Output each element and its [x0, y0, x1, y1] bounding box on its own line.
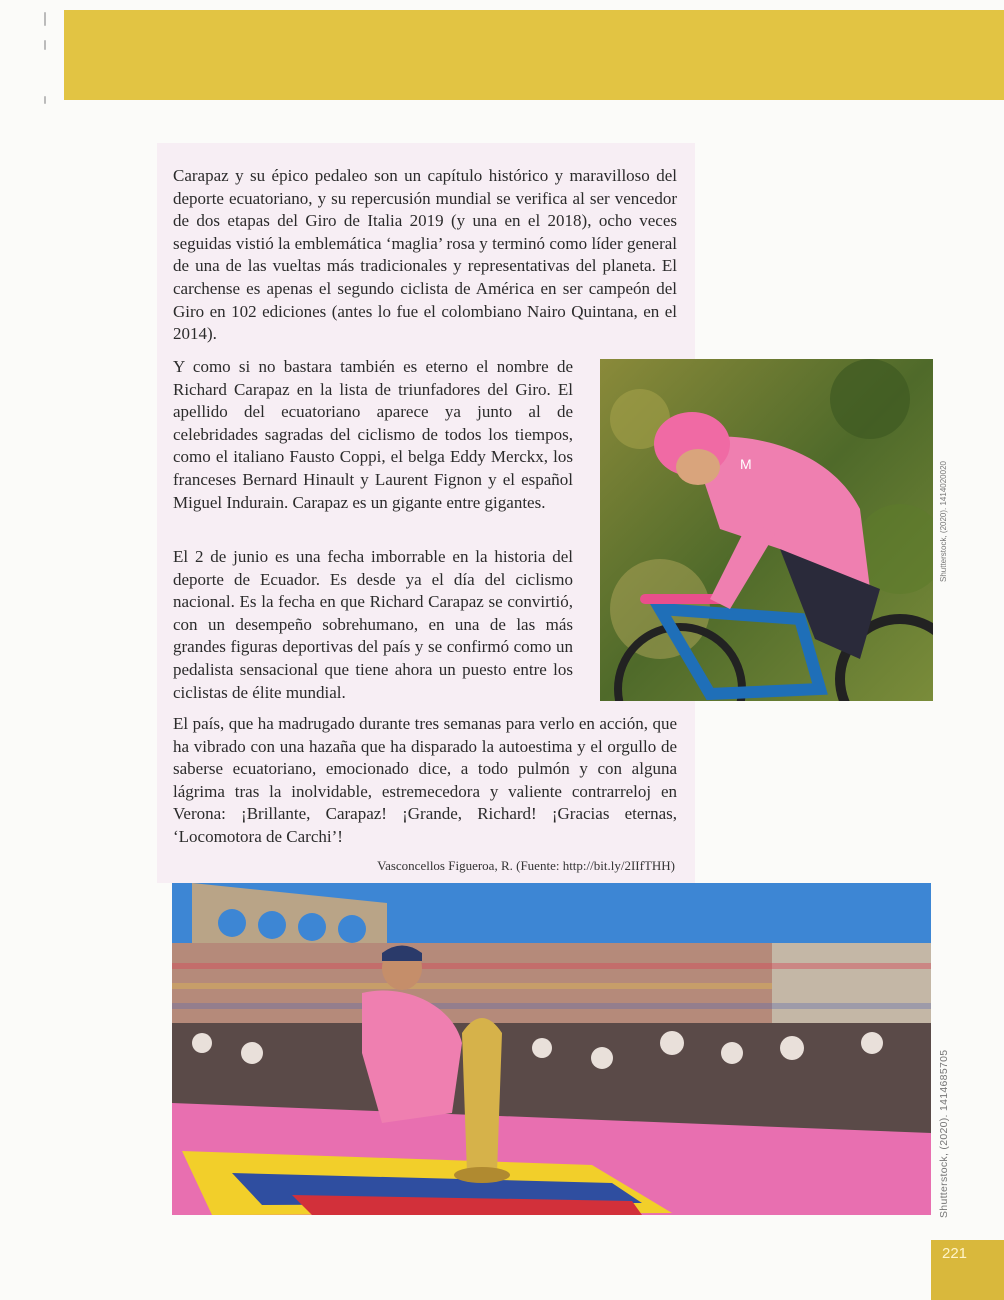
page-number: 221: [942, 1245, 968, 1262]
article-source: Vasconcellos Figueroa, R. (Fuente: http://bit.ly/2IIfTHH): [377, 858, 675, 873]
podium-illustration: [172, 883, 931, 1215]
article-paragraph-3: El 2 de junio es una fecha imborrable en la historia del deporte de Ecuador. Es desde ya el día del ciclismo nacional. Es la fecha en que Richard Carapaz se convirtió, con un desempeño sobrehumano, en una de las más grandes figuras deportivas del país y se confirmó como un pedalista sensacional que tiene ahora un puesto entre los ciclistas de élite mundial.: [173, 547, 573, 702]
podium-photo: [172, 883, 931, 1215]
cyclist-illustration: [600, 359, 933, 701]
scan-mark: [44, 40, 46, 50]
header-band: [64, 10, 1004, 100]
article-paragraph-1: Carapaz y su épico pedaleo son un capítulo histórico y maravilloso del deporte ecuatoriano, y su repercusión mundial se verifica al ser vencedor de dos etapas del Giro de Italia 2019 (y una en el 2018), ocho veces seguidas vistió la emblemática ‘maglia’ rosa y terminó como líder general de una de las vueltas más tradicionales y representativas del planeta. El carchense es apenas el segundo ciclista de América en ser campeón del Giro en 102 ediciones (antes lo fue el colombiano Nairo Quintana, en el 2014).: [173, 166, 677, 344]
scan-mark: [44, 12, 46, 26]
svg-text:M: M: [740, 456, 752, 472]
scan-mark: [44, 96, 46, 104]
podium-photo-credit: Shutterstock, (2020). 1414685705: [938, 1049, 950, 1218]
article-paragraph-4: El país, que ha madrugado durante tres semanas para verlo en acción, que ha vibrado con una hazaña que ha disparado la autoestima y el orgullo de saberse ecuatoriano, emocionado dice, a todo pulmón y con alguna lágrima tras la inolvidable, estremecedora y valiente contrarreloj en Verona: ¡Brillante, Carapaz! ¡Grande, Richard! ¡Gracias eternas, ‘Locomotora de Carchi’!: [173, 714, 677, 846]
article-paragraph-2: Y como si no bastara también es eterno el nombre de Richard Carapaz en la lista de triunfadores del Giro. El apellido del ecuatoriano aparece ya junto al de celebridades sagradas del ciclismo de todos los tiempos, como el italiano Fausto Coppi, el belga Eddy Merckx, los franceses Bernard Hinault y Laurent Fignon y el español Miguel Indurain. Carapaz es un gigante entre gigantes.: [173, 357, 573, 512]
cyclist-photo-credit: Shutterstock, (2020). 1414020020: [939, 461, 948, 582]
cyclist-photo: [600, 359, 933, 701]
